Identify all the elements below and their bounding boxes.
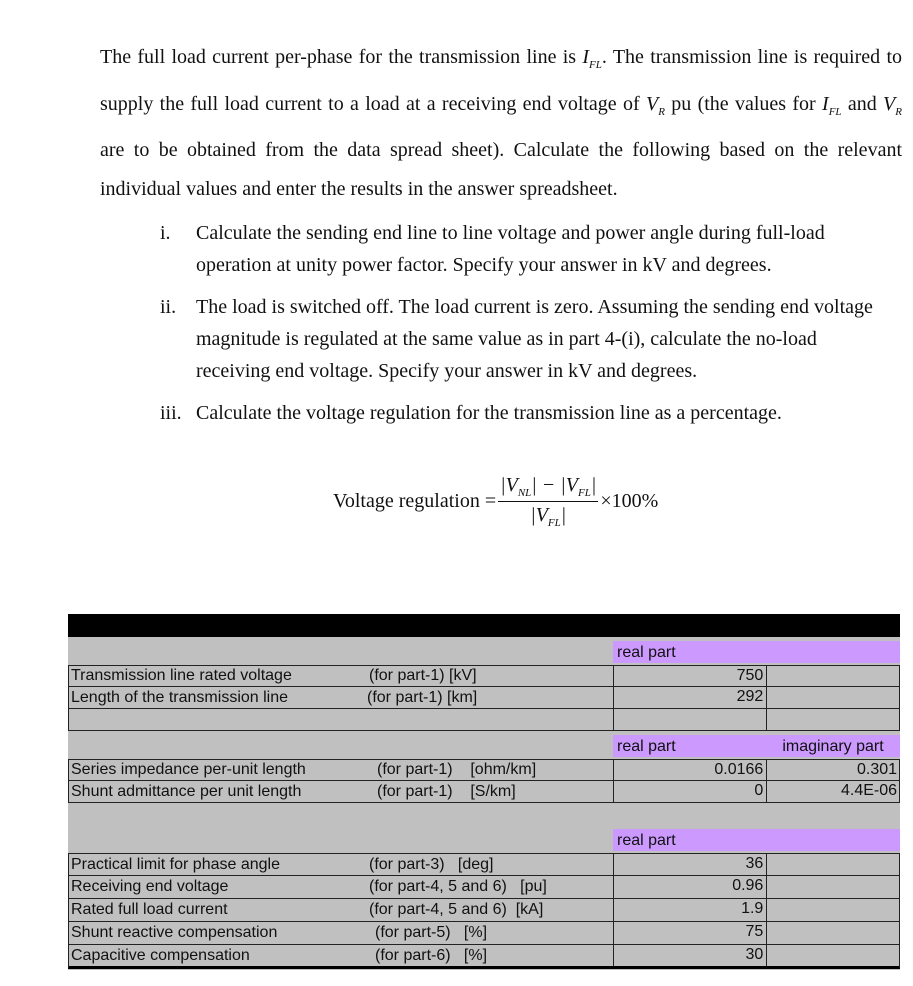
table-row: Series impedance per-unit length (for part-1) [ohm/km] 0.0166 0.301 <box>68 759 900 781</box>
cell-imag[interactable] <box>767 899 899 921</box>
item-text: Calculate the sending end line to line voltage and power angle during full-load operation at unity power factor. Specify your answer in kV and degrees. <box>196 222 825 276</box>
imaginary-part-header: imaginary part <box>768 735 900 757</box>
cell-imag[interactable] <box>767 666 899 686</box>
table-row: Practical limit for phase angle (for part-3) [deg] 36 <box>68 853 900 876</box>
sheet-header-bar <box>68 614 900 637</box>
cell-imag[interactable]: 4.4E-06 <box>840 782 898 799</box>
table-row: Length of the transmission line (for part-1) [km] 292 <box>68 687 900 709</box>
ifl-symbol: I <box>822 92 829 115</box>
cell-real[interactable]: 36 <box>613 854 768 875</box>
intro-paragraph <box>100 38 902 208</box>
cell-real[interactable]: 75 <box>613 922 768 944</box>
vr-symbol: V <box>883 92 896 115</box>
real-part-header: real part <box>613 641 768 663</box>
cell-real[interactable]: 30 <box>613 945 768 966</box>
cell-real[interactable]: 0 <box>613 781 768 802</box>
ifl-symbol: I <box>582 46 590 68</box>
formula-numerator: $|V_{NL}| - |V_{FL}|$ <box>498 474 598 502</box>
intro-text: pu (the values for <box>664 92 823 115</box>
cell-real[interactable]: 0.96 <box>613 876 768 898</box>
cell-real[interactable]: 750 <box>613 666 768 686</box>
cell-real[interactable]: 0.0166 <box>613 760 768 780</box>
ifl-sub: FL <box>589 59 602 71</box>
list-item <box>160 217 880 281</box>
cell-imag[interactable] <box>767 687 899 708</box>
data-spreadsheet <box>68 614 900 970</box>
question-list <box>160 217 880 439</box>
formula-denominator: $|V_{FL}|$ <box>530 504 567 529</box>
cell-imag[interactable] <box>767 854 899 875</box>
vr-symbol: V <box>645 92 659 115</box>
formula-lhs: Voltage regulation = <box>333 490 497 512</box>
cell-imag[interactable] <box>767 876 899 898</box>
cell-real[interactable]: 1.9 <box>613 899 768 921</box>
intro-text: The full load current per-phase for the transmission line is <box>100 46 583 68</box>
real-part-header: real part <box>613 829 768 851</box>
item-number: iii. <box>160 402 182 424</box>
table-row: Shunt reactive compensation (for part-5) [%] 75 <box>68 922 900 945</box>
item-number: i. <box>160 222 171 244</box>
item-text: Calculate the voltage regulation for the transmission line as a percentage. <box>196 402 782 424</box>
vr-sub: R <box>658 105 665 118</box>
header-row <box>68 641 900 663</box>
formula-rhs: ×100% <box>600 490 659 512</box>
table-row: Shunt admittance per unit length (for part-1) [S/km] 0 4.4E-06 <box>68 781 900 803</box>
empty-row <box>68 709 900 731</box>
item-number: ii. <box>160 296 177 318</box>
item-text: The load is switched off. The load current is zero. Assuming the sending end voltage magnitude is regulated at the same value as in part 4-(i), calculate the no-load receiving end voltage. Specify your answer in kV and degrees. <box>196 296 873 382</box>
cell-imag[interactable] <box>767 922 899 944</box>
list-item <box>160 291 880 387</box>
formula-fraction <box>498 474 598 529</box>
intro-text: . The transmission line is required to supply the full load current to a load at a receiving end voltage of <box>100 46 902 115</box>
voltage-regulation-formula <box>333 474 658 529</box>
vr-sub: R <box>895 105 902 118</box>
cell-imag[interactable] <box>767 945 899 966</box>
cell-real[interactable]: 292 <box>613 687 768 708</box>
table-row: Rated full load current (for part-4, 5 and 6) [kA] 1.9 <box>68 899 900 922</box>
intro-text: and <box>841 92 884 115</box>
header-row <box>68 735 900 757</box>
header-row <box>68 829 900 851</box>
list-item <box>160 397 880 429</box>
table-row: Capacitive compensation (for part-6) [%] 30 <box>68 945 900 969</box>
intro-text: are to be obtained from the data spread sheet). Calculate the following based on the relevant individual values and enter the results in the answer spreadsheet. <box>100 139 902 200</box>
real-part-header: real part <box>613 735 768 757</box>
table-row: Transmission line rated voltage (for part-1) [kV] 750 <box>68 665 900 687</box>
ifl-sub: FL <box>828 105 842 118</box>
table-row: Receiving end voltage (for part-4, 5 and 6) [pu] 0.96 <box>68 876 900 899</box>
cell-imag[interactable]: 0.301 <box>856 761 898 778</box>
